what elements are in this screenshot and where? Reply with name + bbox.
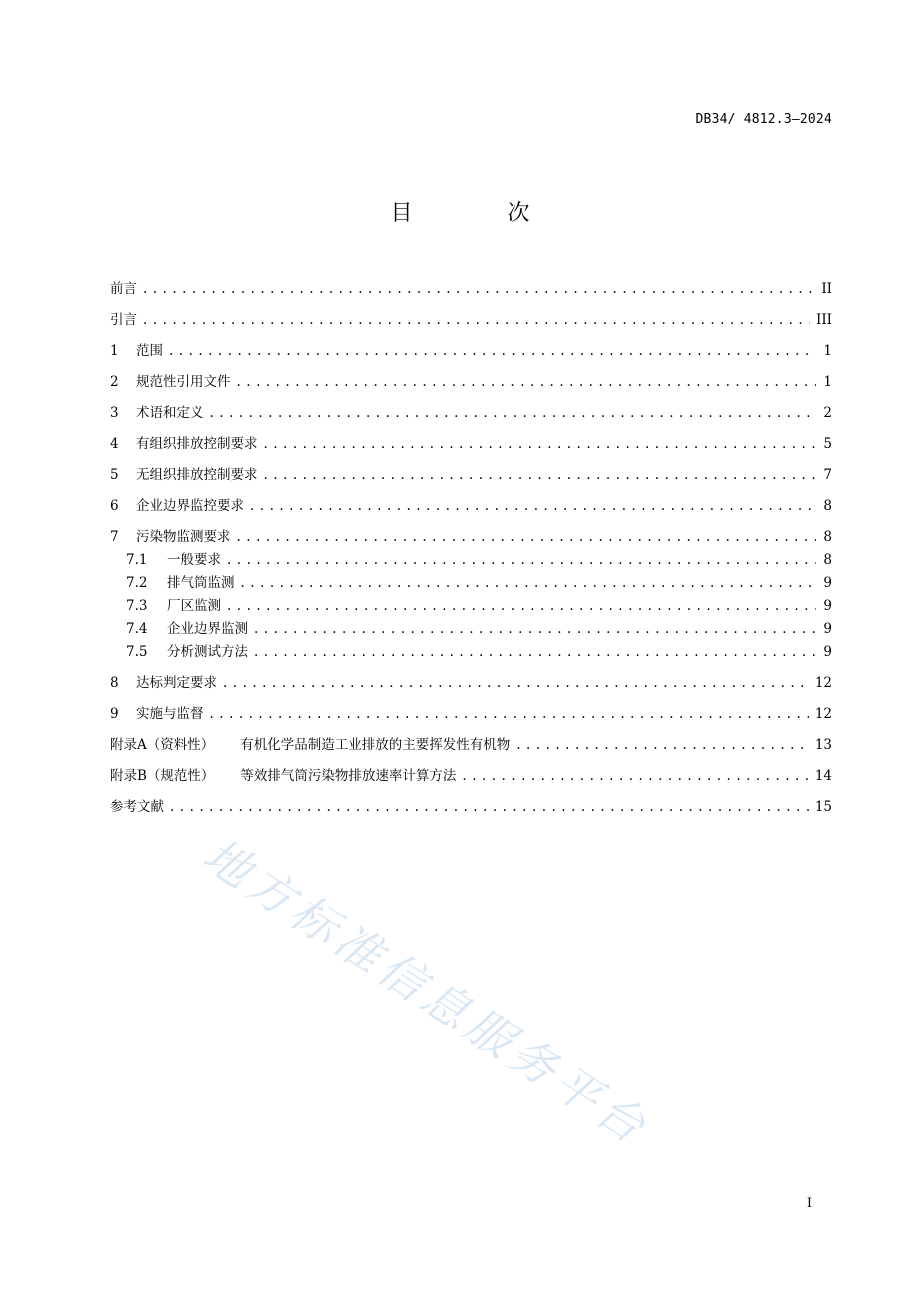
- toc-entry-number: 9: [110, 706, 119, 722]
- toc-entry-number: 5: [110, 467, 119, 483]
- toc-entry-number: 3: [110, 405, 119, 421]
- toc-entry-page: 12: [814, 675, 832, 691]
- watermark-text: 地方标准信息服务平台: [193, 827, 660, 1157]
- toc-dot-leader: [227, 595, 816, 617]
- toc-entry-page: 9: [823, 598, 832, 614]
- toc-entry[interactable]: [126, 595, 832, 617]
- toc-entry-number: 7.4: [126, 621, 148, 637]
- toc-dot-leader: [223, 672, 809, 694]
- toc-entry-number: 附录B（规范性）: [110, 768, 215, 784]
- toc-entry[interactable]: [110, 703, 832, 725]
- toc-entry-label: 排气筒监测: [167, 575, 235, 591]
- toc-entry-page: 13: [814, 737, 832, 753]
- toc-entry-label: 分析测试方法: [167, 644, 248, 660]
- toc-entry[interactable]: [110, 433, 832, 455]
- toc-dot-leader: [250, 495, 816, 517]
- toc-entry[interactable]: [110, 495, 832, 517]
- toc-dot-leader: [237, 526, 817, 548]
- toc-entry[interactable]: [110, 734, 832, 756]
- toc-entry-label: 前言: [110, 281, 137, 297]
- toc-entry-page: 12: [814, 706, 832, 722]
- toc-dot-leader: [462, 765, 808, 787]
- toc-entry-label: 有组织排放控制要求: [136, 436, 258, 452]
- toc-entry-page: 8: [823, 529, 832, 545]
- toc-entry-label: 一般要求: [167, 552, 221, 568]
- document-code: DB34/ 4812.3—2024: [695, 112, 832, 127]
- toc-entry[interactable]: [126, 641, 832, 663]
- toc-dot-leader: [143, 309, 810, 331]
- page-number: I: [806, 1196, 812, 1211]
- toc-entry-label: 厂区监测: [167, 598, 221, 614]
- toc-entry-number: 2: [110, 374, 119, 390]
- toc-entry-page: 15: [814, 799, 832, 815]
- toc-dot-leader: [227, 549, 816, 571]
- toc-entry-label: 范围: [136, 343, 163, 359]
- toc-entry[interactable]: [126, 572, 832, 594]
- toc-entry-label: 企业边界监测: [167, 621, 248, 637]
- toc-entry-label: 企业边界监控要求: [136, 498, 244, 514]
- toc-entry-page: 14: [814, 768, 832, 784]
- toc-entry-number: 7.3: [126, 598, 148, 614]
- toc-title: 目 次: [390, 201, 574, 226]
- toc-dot-leader: [169, 340, 816, 362]
- toc-entry[interactable]: [126, 618, 832, 640]
- toc-entry-number: 4: [110, 436, 119, 452]
- toc-entry-page: III: [816, 312, 832, 328]
- toc-entry-page: 9: [823, 621, 832, 637]
- toc-entry[interactable]: [110, 309, 832, 331]
- toc-entry-page: 7: [823, 467, 832, 483]
- toc-entry-label: 术语和定义: [136, 405, 204, 421]
- toc-entry-number: 7.5: [126, 644, 148, 660]
- toc-entry-label: 等效排气筒污染物排放速率计算方法: [240, 768, 457, 784]
- toc-entry[interactable]: [110, 371, 832, 393]
- toc-entry-number: 6: [110, 498, 119, 514]
- toc-entry-number: 8: [110, 675, 119, 691]
- toc-entry-page: 2: [823, 405, 832, 421]
- toc-entry-number: 附录A（资料性）: [110, 737, 215, 753]
- toc-dot-leader: [210, 703, 809, 725]
- toc-entry-number: 7.2: [126, 575, 148, 591]
- toc-entry-number: 1: [110, 343, 119, 359]
- toc-entry[interactable]: [110, 278, 832, 300]
- toc-entry-label: 污染物监测要求: [136, 529, 231, 545]
- toc-entry-number: 7: [110, 529, 119, 545]
- toc-entry[interactable]: [126, 549, 832, 571]
- toc-dot-leader: [143, 278, 815, 300]
- toc-dot-leader: [170, 796, 809, 818]
- toc-dot-leader: [264, 433, 817, 455]
- toc-dot-leader: [254, 641, 816, 663]
- toc-entry[interactable]: [110, 672, 832, 694]
- toc-entry[interactable]: [110, 526, 832, 548]
- toc-entry-label: 引言: [110, 312, 137, 328]
- toc-entry-page: 9: [823, 644, 832, 660]
- toc-entry-number: 7.1: [126, 552, 148, 568]
- toc-entry-label: 有机化学品制造工业排放的主要挥发性有机物: [240, 737, 511, 753]
- toc-entry-label: 实施与监督: [136, 706, 204, 722]
- toc-dot-leader: [241, 572, 817, 594]
- toc-entry-page: 1: [823, 374, 832, 390]
- toc-entry-page: 8: [823, 552, 832, 568]
- toc-dot-leader: [254, 618, 816, 640]
- toc-entry[interactable]: [110, 402, 832, 424]
- toc-entry[interactable]: [110, 765, 832, 787]
- toc-entry-label: 无组织排放控制要求: [136, 467, 258, 483]
- toc-dot-leader: [237, 371, 817, 393]
- toc-dot-leader: [516, 734, 809, 756]
- toc-entry-label: 达标判定要求: [136, 675, 217, 691]
- toc-entry-label: 规范性引用文件: [136, 374, 231, 390]
- toc-entry-page: II: [821, 281, 832, 297]
- toc-dot-leader: [210, 402, 817, 424]
- toc-entry-page: 9: [823, 575, 832, 591]
- toc-entry-label: 参考文献: [110, 799, 164, 815]
- toc-entry-page: 8: [823, 498, 832, 514]
- toc-entry[interactable]: [110, 464, 832, 486]
- toc-entry-page: 1: [823, 343, 832, 359]
- toc-dot-leader: [264, 464, 817, 486]
- toc-entry[interactable]: [110, 340, 832, 362]
- toc-entry-page: 5: [823, 436, 832, 452]
- toc-entry[interactable]: [110, 796, 832, 818]
